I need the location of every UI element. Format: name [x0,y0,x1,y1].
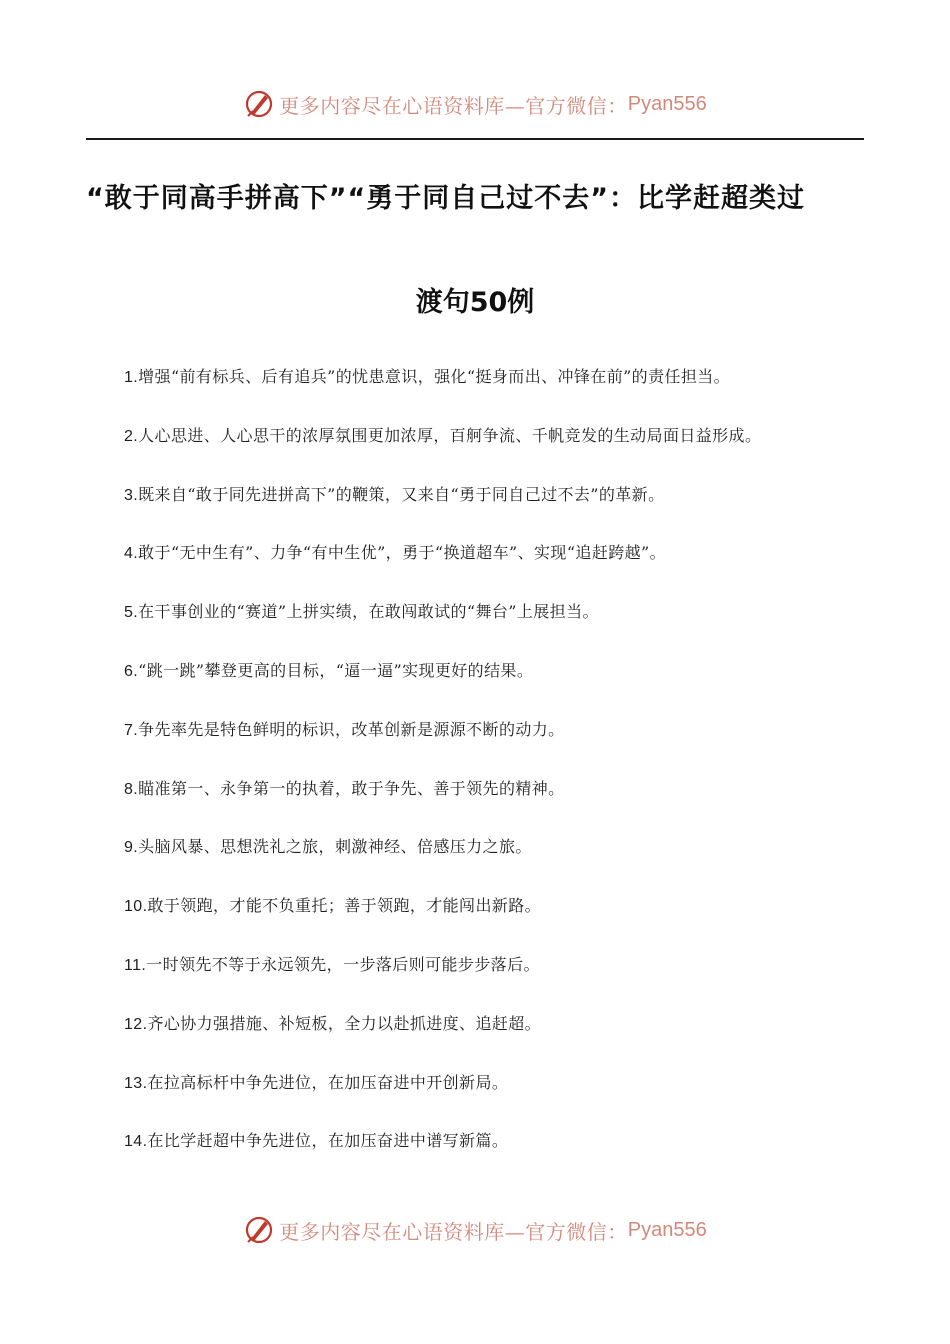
item-number: 12. [124,1015,148,1033]
list-item [124,423,884,482]
item-number: 6. [124,662,139,680]
item-text: 敢于领跑，才能不负重托；善于领跑，才能闯出新路。 [147,896,542,916]
document-title-line1: “敢于同高手拼高下”“勇于同自己过不去”：比学赶超类过 [86,183,805,214]
item-number: 8. [124,780,139,798]
quill-logo-icon [243,88,275,120]
item-text: 头脑风暴、思想洗礼之旅，刺激神经、倍感压力之旅。 [138,837,532,857]
banner-text: 更多内容尽在心语资料库—官方微信： [279,1219,628,1244]
item-number: 5. [124,604,139,622]
item-text: 既来自“敢于同先进拼高下”的鞭策，又来自“勇于同自己过不去”的革新。 [138,484,665,504]
list-item [124,1128,884,1187]
footer-banner [0,1208,950,1252]
list-item [124,599,884,658]
item-number: 4. [124,545,139,563]
header-banner [0,82,950,126]
item-number: 9. [124,839,139,857]
item-text: 在比学赶超中争先进位，在加压奋进中谱写新篇。 [147,1131,509,1151]
banner-contact: Pyan556 [627,92,707,115]
example-list [124,364,884,1187]
banner-contact: Pyan556 [627,1218,707,1241]
list-item [124,364,884,423]
item-text: 在拉高标杆中争先进位，在加压奋进中开创新局。 [147,1072,509,1092]
item-number: 7. [124,721,139,739]
quill-logo-icon [243,1214,275,1246]
item-text: 齐心协力强措施、补短板，全力以赴抓进度、追赶超。 [147,1013,542,1033]
item-number: 3. [124,486,139,504]
item-number: 2. [124,427,139,445]
document-title-line2: 渡句50例 [415,287,535,318]
item-text: 一时领先不等于永远领先，一步落后则可能步步落后。 [146,954,540,974]
item-number: 13. [124,1074,148,1092]
item-text: 人心思进、人心思干的浓厚氛围更加浓厚，百舸争流、千帆竞发的生动局面日益形成。 [138,425,762,445]
list-item [124,834,884,893]
item-text: 敢于“无中生有”、力争“有中生优”，勇于“换道超车”、实现“追赶跨越”。 [138,543,666,563]
list-item [124,717,884,776]
list-item [124,893,884,952]
list-item [124,540,884,599]
list-item [124,658,884,717]
list-item [124,482,884,541]
item-text: 瞄准第一、永争第一的执着，敢于争先、善于领先的精神。 [138,778,565,798]
list-item [124,1011,884,1070]
item-number: 1. [124,369,139,386]
item-text: “跳一跳”攀登更高的目标，“逼一逼”实现更好的结果。 [138,660,534,680]
item-number: 10. [124,898,148,916]
list-item [124,952,884,1011]
item-text: 在干事创业的“赛道”上拼实绩，在敢闯敢试的“舞台”上展担当。 [138,602,599,622]
banner-text: 更多内容尽在心语资料库—官方微信： [279,93,628,118]
list-item [124,1070,884,1129]
item-number: 14. [124,1133,148,1151]
item-number: 11. [124,956,147,974]
header-rule [86,138,864,140]
list-item [124,776,884,835]
item-text: 争先率先是特色鲜明的标识，改革创新是源源不断的动力。 [138,719,565,739]
item-text: 增强“前有标兵、后有追兵”的忧患意识，强化“挺身而出、冲锋在前”的责任担当。 [138,367,731,386]
